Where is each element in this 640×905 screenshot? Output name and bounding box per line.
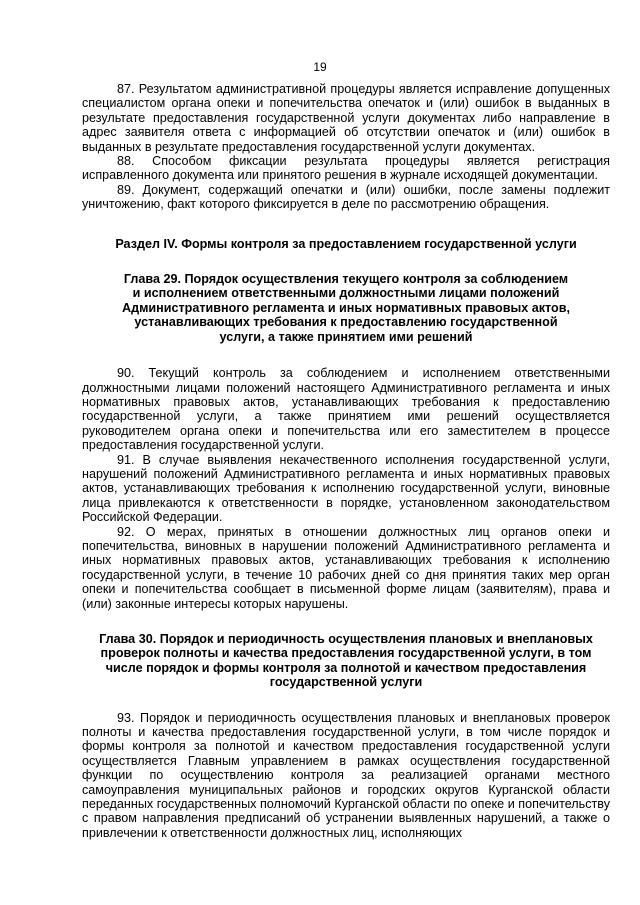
paragraph-91: 91. В случае выявления некачественного исполнения государственной услуги, нарушений положений Административного регламента и иных нормативных правовых актов, устанавливающих требования к исполнению государственной услуги, виновные лица привлекаются к ответственности в порядке, установленном законодательством Российской Федерации. <box>82 452 610 525</box>
section-heading: Раздел IV. Формы контроля за предоставлением государственной услуги <box>115 236 577 251</box>
paragraph-93: 93. Порядок и периодичность осуществления плановых и внеплановых проверок полноты и качества предоставления государственной услуги, в том числе порядок и формы контроля за полнотой и качеством предоставления государственной услуги осуществляется Главным управлением в рамках осуществления государственной функции по осуществлению контроля за реализацией органами местного самоуправления муниципальных районов и городских округов Курганской области переданных государственных полномочий Курганской области по опеке и попечительству с правом направления предписаний об устранении выявленных нарушений, а также о привлечении к ответственности должностных лиц, исполняющих <box>82 710 610 840</box>
page-number: 19 <box>313 60 327 74</box>
paragraph-90: 90. Текущий контроль за соблюдением и исполнением ответственными должностными лицами положений настоящего Административного регламента и иных нормативных правовых актов, устанавливающих требования к предоставлению государственной услуги, а также принятием ими решений осуществляется руководителем органа опеки и попечительства или его заместителем в процессе предоставления государственной услуги. <box>82 366 610 453</box>
paragraph-87: 87. Результатом административной процедуры является исправление допущенных специалистом органа опеки и попечительства опечаток и (или) ошибок в выданных в результате предоставления государственной услуги документах либо направление в адрес заявителя ответа с информацией об отсутствии опечаток и (или) ошибок в выданных в результате предоставления государственной услуги документах. <box>82 82 610 154</box>
paragraph-92: 92. О мерах, принятых в отношении должностных лиц органов опеки и попечительства, виновных в нарушении положений Административного регламента и иных нормативных правовых актов, устанавливающих требования к исполнению государственной услуги, в течение 10 рабочих дней со дня принятия таких мер орган опеки и попечительства сообщает в письменной форме лицам (заявителям), права и (или) законные интересы которых нарушены. <box>82 524 610 611</box>
paragraph-89: 89. Документ, содержащий опечатки и (или) ошибки, после замены подлежит уничтожению, факт которого фиксируется в деле по рассмотрению обращения. <box>82 182 610 212</box>
paragraph-88: 88. Способом фиксации результата процедуры является регистрация исправленного документа или принятого решения в журнале исходящей документации. <box>82 154 610 183</box>
chapter-30-heading: Глава 30. Порядок и периодичность осуществления плановых и внеплановых проверок полноты и качества предоставления государственной услуги, в том числе порядок и формы контроля за полнотой и качеством предоставления государственной услуги <box>99 632 593 690</box>
document-body <box>82 82 610 840</box>
chapter-29-heading: Глава 29. Порядок осуществления текущего контроля за соблюдением и исполнением ответственными должностными лицами положений Административного регламента и иных нормативных правовых актов, устанавливающих требования к предоставлению государственной услуги, а также принятием ими решений <box>122 272 570 344</box>
